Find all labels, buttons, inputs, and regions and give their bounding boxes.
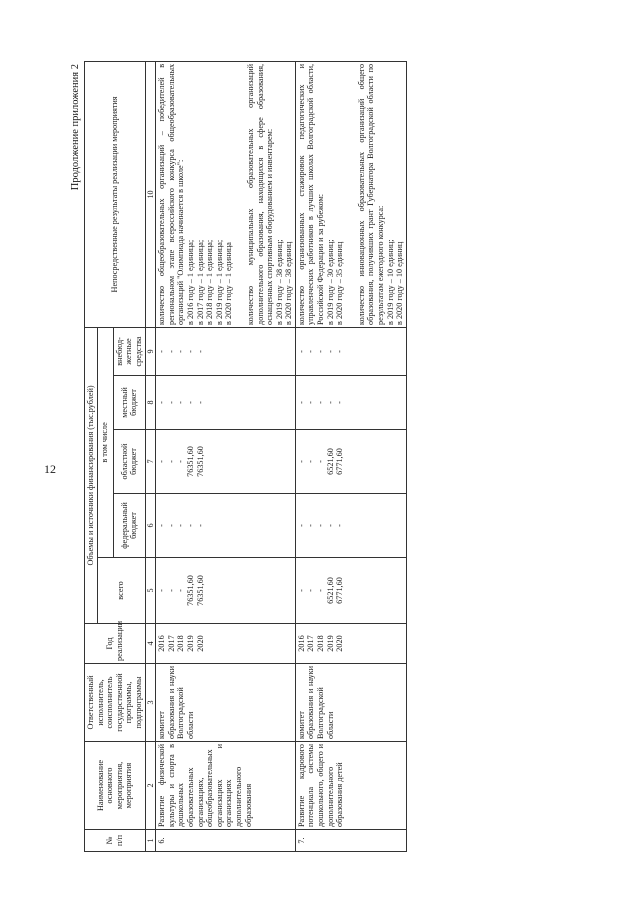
executor: комитет образования и науки Волгоградской области bbox=[157, 666, 195, 739]
header-results: Непосредственные результаты реализации мероприятия bbox=[85, 61, 146, 327]
regional-value: - bbox=[157, 460, 167, 463]
event-name: Развитие физической культуры и спорта в дошкольных образовательных организациях, общеобразовательных организациях и организациях дополнительного образования bbox=[157, 744, 253, 827]
header-local: местный бюджет bbox=[113, 376, 145, 430]
results-cell bbox=[295, 61, 406, 327]
extra-value: - bbox=[195, 350, 205, 353]
federal-value: - bbox=[316, 524, 326, 527]
header-row-1 bbox=[85, 61, 98, 851]
extra-value: - bbox=[325, 350, 335, 353]
page-number: 12 bbox=[44, 462, 56, 476]
col-number: 10 bbox=[145, 61, 156, 327]
federal-value: - bbox=[176, 524, 186, 527]
row-number-cell bbox=[295, 830, 406, 852]
col-number: 7 bbox=[145, 430, 156, 494]
continuation-title: Продолжение приложения 2 bbox=[70, 64, 81, 191]
header-name: Наименование основного мероприятия, мероприятия bbox=[85, 742, 146, 830]
col-number: 6 bbox=[145, 494, 156, 558]
extra-value: - bbox=[335, 350, 345, 353]
funding-table bbox=[84, 61, 407, 852]
col-number: 1 bbox=[145, 830, 156, 852]
year-cell bbox=[295, 624, 406, 664]
year-value: 2019 bbox=[185, 635, 195, 652]
regional-value: 6521,60 bbox=[325, 448, 335, 475]
federal-value: - bbox=[195, 524, 205, 527]
col-number: 8 bbox=[145, 376, 156, 430]
federal-value: - bbox=[335, 524, 345, 527]
total-value: - bbox=[157, 589, 167, 592]
local-cell bbox=[295, 376, 406, 430]
regional-value: 6771,60 bbox=[335, 448, 345, 475]
total-cell bbox=[156, 558, 296, 624]
result-line: в 2019 году – 10 единиц; bbox=[385, 239, 395, 325]
header-funding: Объемы и источники финансирования (тыс.рублей) bbox=[85, 327, 98, 623]
extra-value: - bbox=[176, 350, 186, 353]
header-year: Год реализации bbox=[85, 624, 146, 664]
event-name-cell bbox=[295, 742, 406, 830]
regional-value: - bbox=[306, 460, 316, 463]
federal-value: - bbox=[296, 524, 306, 527]
spacer bbox=[234, 64, 246, 325]
header-executor: Ответственный исполнитель, соисполнитель государственной программы, подпрограммы bbox=[85, 664, 146, 742]
result-line: в 2020 году – 1 единица bbox=[224, 242, 234, 325]
result-line: в 2019 году – 38 единиц; bbox=[274, 239, 284, 325]
total-value: - bbox=[176, 589, 186, 592]
result-line: количество общеобразовательных организаций – победителей в региональном этапе всероссийского конкурса общеобразовательных организаций "Олимпиада начинается в школе": bbox=[157, 63, 186, 325]
result-line: количество муниципальных образовательных организаций дополнительного образования, находящихся в сфере образования, оснащенных спортивным оборудованием и инвентарем: bbox=[245, 63, 275, 325]
col-number: 2 bbox=[145, 742, 156, 830]
federal-value: - bbox=[325, 524, 335, 527]
year-value: 2020 bbox=[335, 635, 345, 652]
extra-value: - bbox=[166, 350, 176, 353]
local-value: - bbox=[195, 401, 205, 404]
spacer bbox=[345, 64, 357, 325]
header-regional: областной бюджет bbox=[113, 430, 145, 494]
rotated-table-area bbox=[70, 52, 570, 852]
header-num: № п/п bbox=[85, 830, 146, 852]
result-line: в 2017 году – 1 единица; bbox=[195, 239, 205, 325]
local-value: - bbox=[325, 401, 335, 404]
total-value: - bbox=[166, 589, 176, 592]
executor-cell bbox=[295, 664, 406, 742]
extra-value: - bbox=[296, 350, 306, 353]
federal-value: - bbox=[185, 524, 195, 527]
local-value: - bbox=[306, 401, 316, 404]
header-extra: внебюд-жетные средства bbox=[113, 327, 145, 375]
year-cell bbox=[156, 624, 296, 664]
result-line: в 2020 году – 38 единиц bbox=[284, 241, 294, 325]
total-cell bbox=[295, 558, 406, 624]
extra-cell bbox=[295, 327, 406, 375]
table-row bbox=[295, 61, 406, 851]
regional-value: - bbox=[176, 460, 186, 463]
result-line: в 2019 году – 30 единиц; bbox=[325, 239, 335, 325]
results-cell bbox=[156, 61, 296, 327]
extra-value: - bbox=[157, 350, 167, 353]
regional-value: - bbox=[296, 460, 306, 463]
extra-value: - bbox=[316, 350, 326, 353]
col-number: 9 bbox=[145, 327, 156, 375]
year-value: 2017 bbox=[166, 635, 176, 652]
event-name: Развитие кадрового потенциала системы дошкольного, общего и дополнительного образования детей bbox=[296, 744, 345, 827]
header-incl: в том числе bbox=[97, 327, 113, 557]
regional-value: - bbox=[166, 460, 176, 463]
total-value: - bbox=[316, 589, 326, 592]
year-value: 2019 bbox=[325, 635, 335, 652]
local-value: - bbox=[335, 401, 345, 404]
regional-value: - bbox=[316, 460, 326, 463]
year-value: 2017 bbox=[306, 635, 316, 652]
regional-cell bbox=[156, 430, 296, 494]
result-line: в 2016 году – 1 единица; bbox=[185, 239, 195, 325]
row-number: 7. bbox=[296, 837, 306, 844]
year-value: 2016 bbox=[157, 635, 167, 652]
regional-value: 76351,60 bbox=[195, 446, 205, 477]
executor-cell bbox=[156, 664, 296, 742]
federal-value: - bbox=[166, 524, 176, 527]
local-value: - bbox=[185, 401, 195, 404]
extra-cell bbox=[156, 327, 296, 375]
result-line: в 2020 году – 10 единиц bbox=[395, 241, 405, 325]
extra-value: - bbox=[185, 350, 195, 353]
total-value: 6771,60 bbox=[335, 577, 345, 604]
row-number: 6. bbox=[157, 837, 167, 844]
result-line: в 2019 году – 1 единица; bbox=[214, 239, 224, 325]
year-value: 2018 bbox=[316, 635, 326, 652]
header-federal: федеральный бюджет bbox=[113, 494, 145, 558]
result-line: в 2020 году – 35 единиц bbox=[335, 241, 345, 325]
local-value: - bbox=[176, 401, 186, 404]
result-line: количество организованных стажировок педагогических и управленческих работников в лучших школах Волгоградской области, Российской Федерации и за рубежом: bbox=[296, 63, 326, 325]
col-number: 3 bbox=[145, 664, 156, 742]
column-numbers-row bbox=[145, 61, 156, 851]
local-value: - bbox=[296, 401, 306, 404]
local-value: - bbox=[316, 401, 326, 404]
year-value: 2020 bbox=[195, 635, 205, 652]
year-value: 2016 bbox=[296, 635, 306, 652]
federal-cell bbox=[295, 494, 406, 558]
regional-value: 76351,60 bbox=[185, 446, 195, 477]
event-name-cell bbox=[156, 742, 296, 830]
total-value: 6521,60 bbox=[325, 577, 335, 604]
local-cell bbox=[156, 376, 296, 430]
federal-cell bbox=[156, 494, 296, 558]
table-row bbox=[156, 61, 296, 851]
extra-value: - bbox=[306, 350, 316, 353]
row-number-cell bbox=[156, 830, 296, 852]
total-value: - bbox=[306, 589, 316, 592]
regional-cell bbox=[295, 430, 406, 494]
header-total: всего bbox=[97, 558, 145, 624]
col-number: 4 bbox=[145, 624, 156, 664]
local-value: - bbox=[157, 401, 167, 404]
year-value: 2018 bbox=[176, 635, 186, 652]
federal-value: - bbox=[306, 524, 316, 527]
executor: комитет образования и науки Волгоградской области bbox=[296, 666, 335, 739]
local-value: - bbox=[166, 401, 176, 404]
total-value: - bbox=[296, 589, 306, 592]
result-line: в 2018 году – 1 единица; bbox=[205, 239, 215, 325]
total-value: 76351,60 bbox=[185, 575, 195, 606]
total-value: 76351,60 bbox=[195, 575, 205, 606]
col-number: 5 bbox=[145, 558, 156, 624]
federal-value: - bbox=[157, 524, 167, 527]
result-line: количество инновационных образовательных организаций общего образования, получивших грант Губернатора Волгоградской области по результатам ежегодного конкурса: bbox=[356, 63, 386, 325]
